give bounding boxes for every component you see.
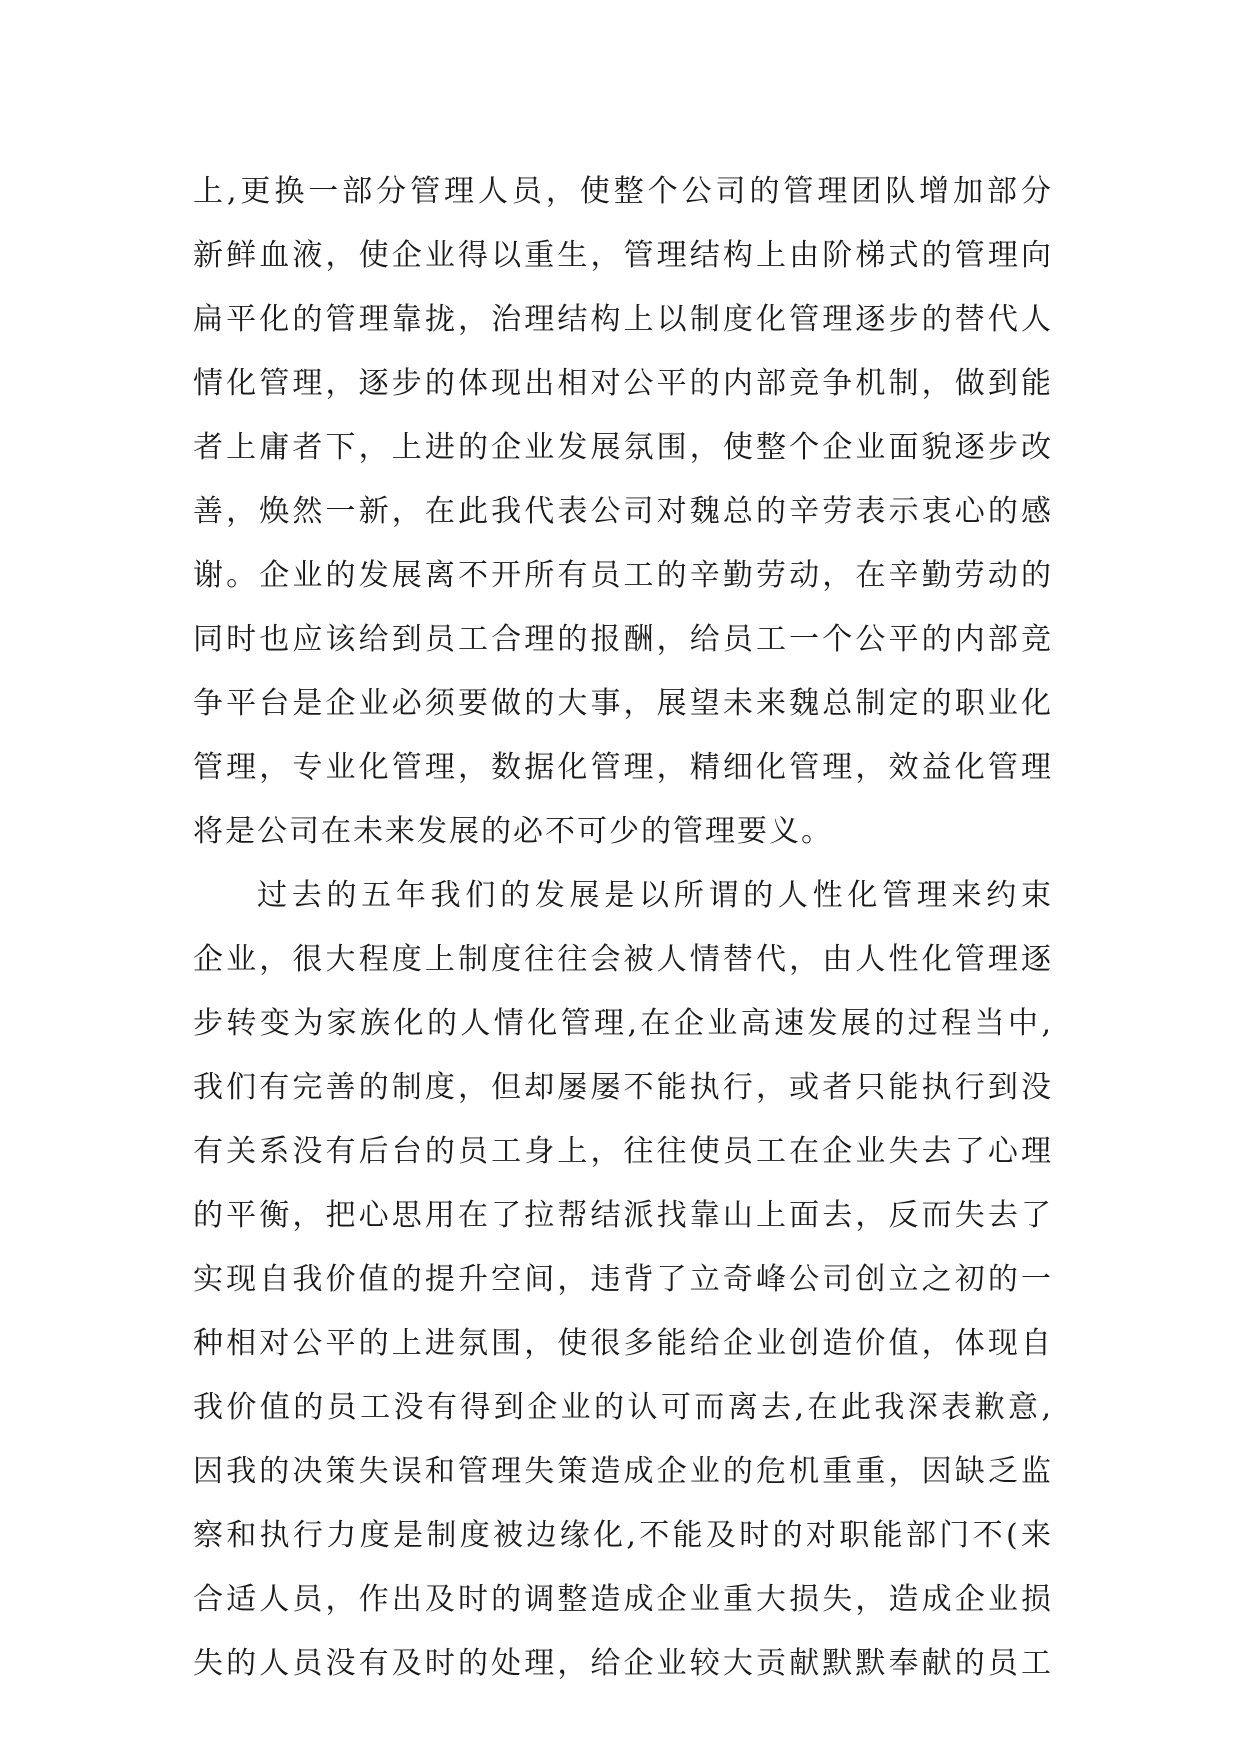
text-line: 谢。企业的发展离不开所有员工的辛勤劳动，在辛勤劳动的	[193, 558, 1053, 593]
text-line: 同时也应该给到员工合理的报酬，给员工一个公平的内部竞	[193, 622, 1053, 657]
text-line: 扁平化的管理靠拢，治理结构上以制度化管理逐步的替代人	[193, 302, 1053, 337]
text-line: 因我的决策失误和管理失策造成企业的危机重重，因缺乏监	[193, 1454, 1053, 1489]
text-line: 合适人员，作出及时的调整造成企业重大损失，造成企业损	[193, 1582, 1053, 1617]
text-line: 实现自我价值的提升空间，违背了立奇峰公司创立之初的一	[193, 1262, 1053, 1297]
text-line: 上,更换一部分管理人员，使整个公司的管理团队增加部分	[193, 174, 1053, 209]
text-line: 我们有完善的制度，但却屡屡不能执行，或者只能执行到没	[193, 1070, 1053, 1105]
text-line: 争平台是企业必须要做的大事，展望未来魏总制定的职业化	[193, 686, 1053, 721]
text-line: 种相对公平的上进氛围，使很多能给企业创造价值，体现自	[193, 1326, 1053, 1361]
text-line: 步转变为家族化的人情化管理,在企业高速发展的过程当中,	[193, 1006, 1053, 1041]
text-line: 情化管理，逐步的体现出相对公平的内部竞争机制，做到能	[193, 366, 1053, 401]
text-line: 企业，很大程度上制度往往会被人情替代，由人性化管理逐	[193, 942, 1053, 977]
text-line: 者上庸者下，上进的企业发展氛围，使整个企业面貌逐步改	[193, 430, 1053, 465]
text-line: 管理，专业化管理，数据化管理，精细化管理，效益化管理	[193, 750, 1053, 785]
text-line: 过去的五年我们的发展是以所谓的人性化管理来约束	[257, 878, 1053, 913]
text-line: 察和执行力度是制度被边缘化,不能及时的对职能部门不(来	[193, 1518, 1053, 1553]
text-line: 善，焕然一新，在此我代表公司对魏总的辛劳表示衷心的感	[193, 494, 1053, 529]
text-line: 我价值的员工没有得到企业的认可而离去,在此我深表歉意,	[193, 1390, 1053, 1425]
body-text	[193, 160, 1053, 1696]
paragraph-2	[193, 864, 1053, 1696]
text-line: 的平衡，把心思用在了拉帮结派找靠山上面去，反而失去了	[193, 1198, 1053, 1233]
text-line: 失的人员没有及时的处理，给企业较大贡献默默奉献的员工	[193, 1646, 1053, 1681]
text-line: 有关系没有后台的员工身上，往往使员工在企业失去了心理	[193, 1134, 1053, 1169]
text-line: 将是公司在未来发展的必不可少的管理要义。	[193, 814, 833, 849]
text-line: 新鲜血液，使企业得以重生，管理结构上由阶梯式的管理向	[193, 238, 1053, 273]
paragraph-1	[193, 160, 1053, 864]
